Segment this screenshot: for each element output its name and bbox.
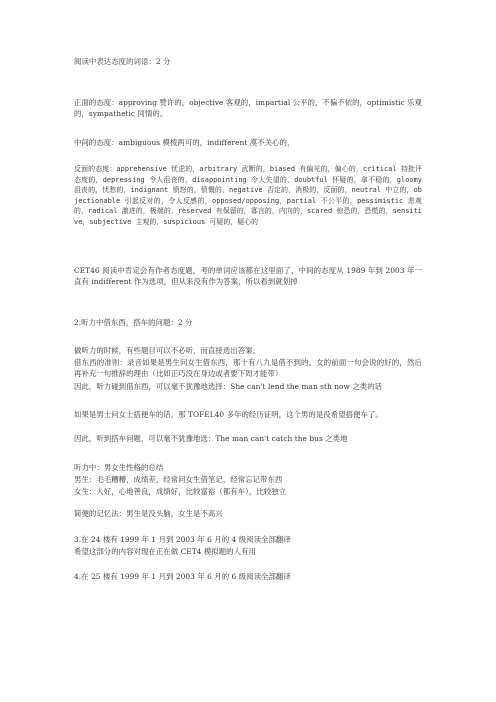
male-traits-text: 男生：毛毛糟糟，成绩差，经常问女生借笔记，经常忘记带东西 <box>74 475 283 484</box>
section-heading-attitude-words: 阅读中表达态度的词语：2 分 <box>74 57 171 66</box>
section-heading-listening: 2.听力中借东西，搭车的问题：2 分 <box>74 318 193 327</box>
neutral-attitude-paragraph: 中间的态度：ambiguous 模棱两可的，indifferent 漠不关心的， <box>74 138 295 147</box>
section-heading-cet4-translation: 3.在 24 楼有 1999 年 1 月到 2003 年 6 月的 4 级阅读全部翻译 <box>74 535 291 544</box>
gender-summary-title: 听力中：男女生性格的总结 <box>74 463 164 472</box>
negative-attitude-paragraph: 反面的态度：apprehensive 忧虑的，arbitrary 武断的，biased 有偏见的，偏心的，critical 持批评态度的，depressing 令人沮丧的，disappointing 令人失望的，doubtful 怀疑的，拿不稳的，gloomy 沮丧的，忧愁的，indignant 愤怒的，愤慨的，negative 否定的，消极的，反面的，neutral 中立的，objectionable 引起反对的，令人反感的，opposed/opposing，partial 不公平的，pessimistic 悲观的，radical 激进的，极端的，reserved 有保留的，寡言的，内向的，scared 惊恐的，恐慌的，sensitive，subjective 主观的，suspicious 可疑的，疑心的 <box>74 165 427 226</box>
cet46-note-paragraph: CET46 阅读中肯定会有作者态度题，考的单词应该都在这里面了，中间的态度从 1989 年到 2003 年一直有 indifferent 作为选项，但从来没有作为答案，所以看到就划掉 <box>74 266 422 286</box>
section-heading-cet6-translation: 4.在 25 楼有 1999 年 1 月到 2003 年 6 月的 6 级阅读全部翻译 <box>74 572 291 581</box>
listening-intro-text: 做听力的时候，有些题目可以不必听，而直接选出答案。 <box>74 346 261 355</box>
borrowing-tip-text: 因此，听力碰到借东西，可以毫不犹豫地选择：She can't lend the man sth now 之类的话 <box>74 382 383 391</box>
mnemonic-text: 简便的记忆法：男生是没头脑，女生是不高兴 <box>74 509 223 518</box>
ride-rule-text: 如果是男士问女士搭便车的话，那 TOFEL40 多年的经历证明，这个男的是没希望搭便车了。 <box>74 410 383 419</box>
cet4-translation-note: 希望这部分的内容对现在正在做 CET4 模拟题的人有用 <box>74 547 256 556</box>
borrowing-rule-paragraph: 借东西的准则：录音如果是男生问女生借东西，那十有八九是借不到的。女的前面一句会说的好的，然后再补充一句推辞的理由（比如正巧没在身边或者要下周才能带） <box>74 358 422 378</box>
female-traits-text: 女生：人好，心地善良，成绩好，比较富裕（都有车），比较独立 <box>74 487 287 496</box>
ride-tip-text: 因此，听到搭车问题，可以毫不犹豫地选：The man can't catch the bus 之类地 <box>74 434 348 443</box>
positive-attitude-paragraph: 正面的态度：approving 赞许的，objective 客观的，impartial 公平的，不偏不依的，optimistic 乐观的，sympathetic 同情的。 <box>74 98 422 118</box>
